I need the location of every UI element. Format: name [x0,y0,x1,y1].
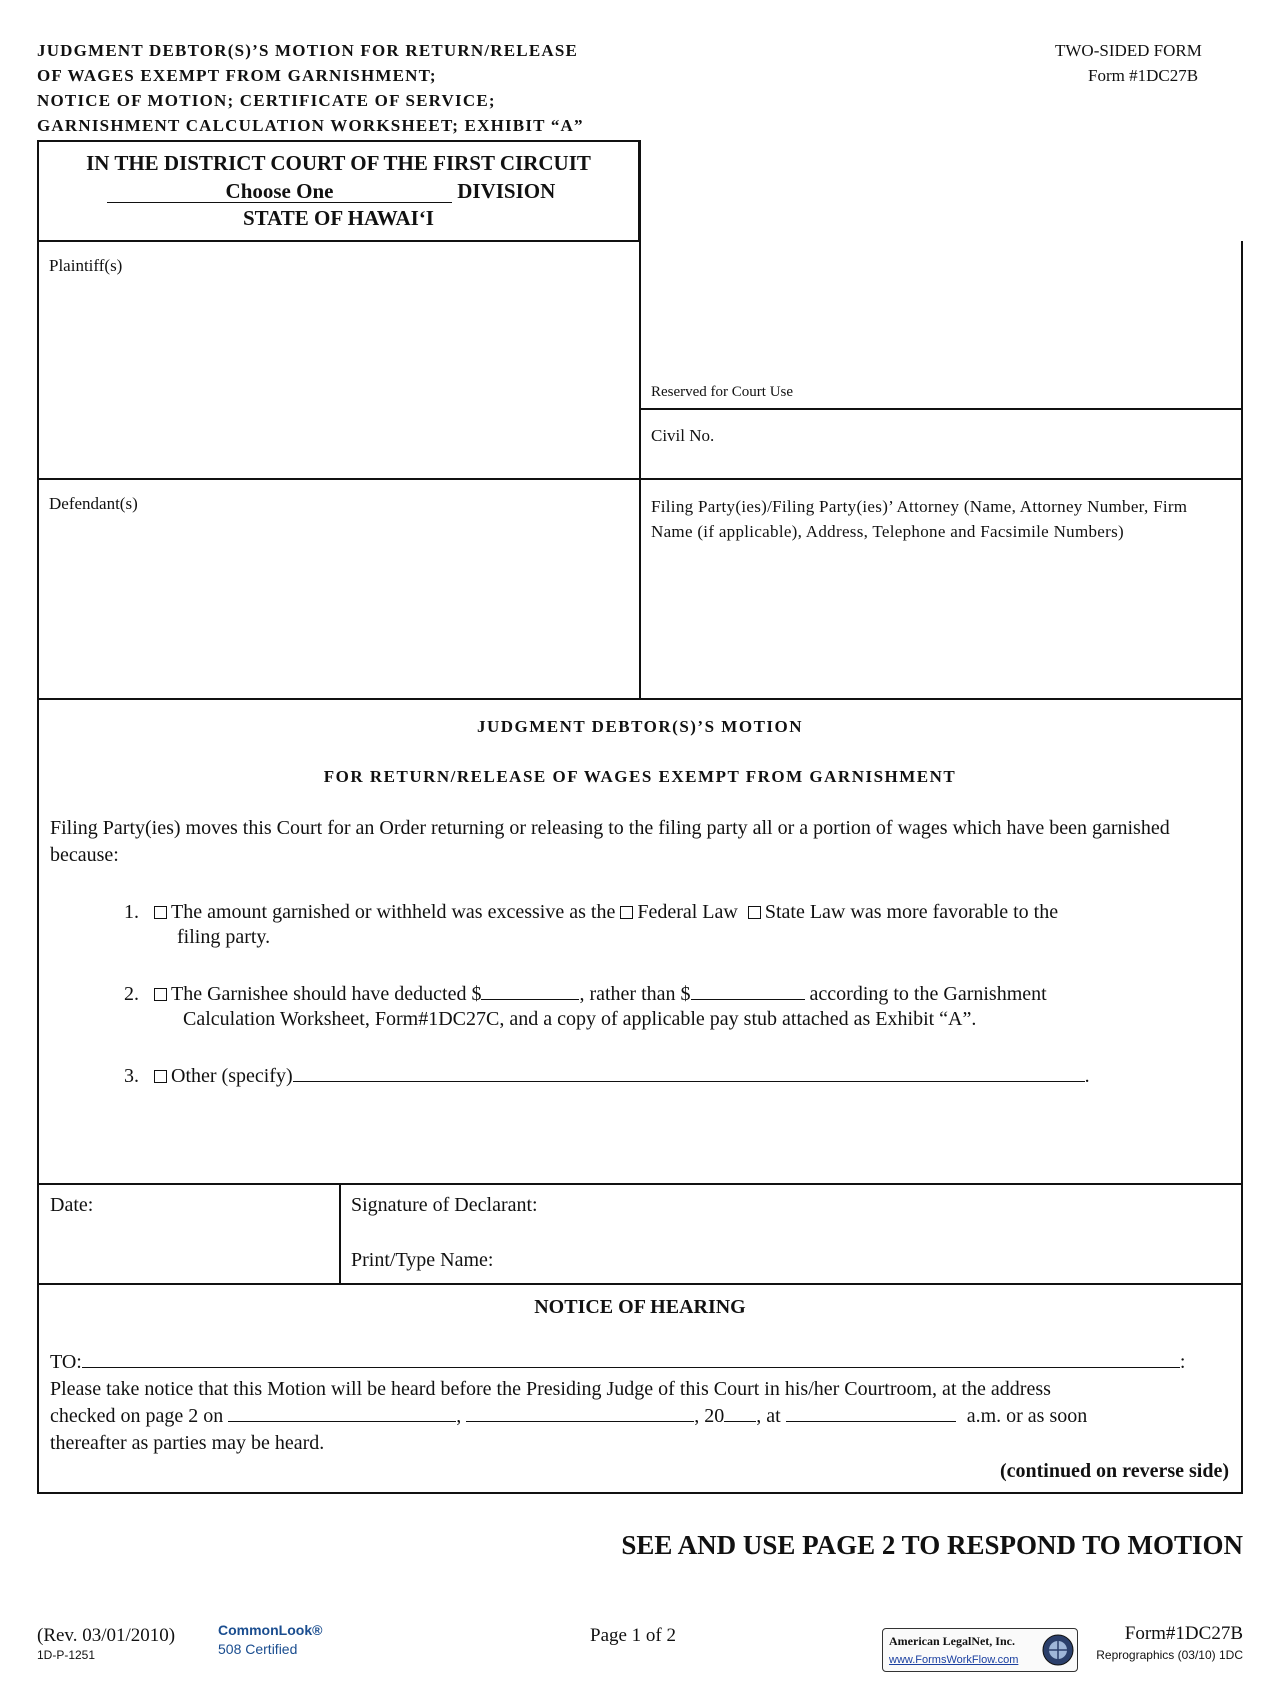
reprographics-label: Reprographics (03/10) 1DC [1096,1648,1243,1662]
state-law-checkbox[interactable] [748,906,761,919]
form-title [37,38,677,138]
date-label: Date: [50,1194,94,1216]
signature-top-line [37,1183,1243,1185]
filing-party-field[interactable] [645,575,1235,693]
reserved-top-line [639,408,1243,410]
notice-line-1: Please take notice that this Motion will be heard before the Presiding Judge of this Court in his/her Courtroom, at the address [50,1378,1051,1400]
item-3-period: . [1084,1065,1090,1087]
rather-than-amount-field[interactable] [691,981,805,1000]
item-2-text-b: , rather than $ [579,983,691,1005]
item-1-number: 1. [124,901,139,923]
item-2-text-c: according to the Garnishment [809,983,1047,1005]
caption-bottom-line [37,240,640,242]
print-name-field[interactable] [520,1245,1230,1275]
defendant-field[interactable] [40,518,636,694]
item-2 [124,981,1234,1008]
legalnet-globe-icon [1041,1633,1075,1667]
signature-field[interactable] [570,1190,1230,1220]
item-3-text: Other (specify) [171,1065,293,1087]
form-title-line: NOTICE OF MOTION; CERTIFICATE OF SERVICE; [37,91,496,110]
item-2-checkbox[interactable] [154,988,167,1001]
notice-top-line [37,1283,1243,1285]
revision-date: (Rev. 03/01/2010) [37,1625,176,1646]
form-title-line: GARNISHMENT CALCULATION WORKSHEET; EXHIBIT “A” [37,116,584,135]
two-sided-label: TWO-SIDED FORM [1055,41,1202,60]
legalnet-badge[interactable] [882,1628,1078,1672]
item-3-number: 3. [124,1065,139,1087]
certified-label: 508 Certified [218,1641,298,1657]
notice-comma: , [456,1405,462,1427]
notice-line-2-text: checked on page 2 on [50,1405,224,1427]
motion-subtitle: FOR RETURN/RELEASE OF WAGES EXEMPT FROM GARNISHMENT [323,767,957,786]
division-label: DIVISION [457,179,556,203]
filing-party-label: Filing Party(ies)/Filing Party(ies)’ Attorney (Name, Attorney Number, Firm Name (if applicable), Address, Telephone and Facsimile Numbers) [651,497,1188,541]
date-divider [339,1183,341,1284]
legalnet-name: American LegalNet, Inc. [889,1634,1015,1648]
notice-line-2 [50,1403,1240,1430]
item-3-checkbox[interactable] [154,1070,167,1083]
notice-to-line [50,1349,1240,1376]
page-number: Page 1 of 2 [590,1625,677,1646]
to-colon: : [1179,1351,1186,1373]
other-specify-field[interactable] [293,1063,1085,1082]
notice-at: , at [756,1405,781,1427]
notice-ampm: a.m. or as soon [966,1405,1088,1427]
notice-title: NOTICE OF HEARING [534,1296,746,1318]
hearing-time-field[interactable] [786,1403,956,1422]
caption-divider [639,140,641,699]
item-1-continued: filing party. [177,926,271,948]
form-number: Form #1DC27B [1088,66,1199,85]
parties-divider [37,478,1243,480]
hearing-date-field[interactable] [466,1403,694,1422]
continued-note: (continued on reverse side) [999,1460,1229,1482]
item-2-continued: Calculation Worksheet, Form#1DC27C, and a copy of applicable pay stub attached as Exhibit “A”. [183,1008,977,1030]
civil-no-field[interactable] [750,420,1230,470]
legalnet-url[interactable]: www.FormsWorkFlow.com [889,1654,1019,1666]
form-title-line: OF WAGES EXEMPT FROM GARNISHMENT; [37,66,437,85]
notice-line-3: thereafter as parties may be heard. [50,1432,325,1454]
motion-title: JUDGMENT DEBTOR(S)’S MOTION [476,717,804,736]
reserved-label: Reserved for Court Use [651,384,794,400]
federal-law-label: Federal Law [637,901,738,923]
division-choice[interactable]: Choose One [107,180,452,203]
item-3 [124,1063,1234,1090]
to-label: TO: [50,1351,82,1373]
civil-no-label: Civil No. [651,426,715,445]
hearing-year-field[interactable] [724,1403,756,1422]
item-1-text: The amount garnished or withheld was excessive as the [171,901,616,923]
motion-top-line [37,698,1243,700]
commonlook-logo: CommonLook® [218,1622,323,1638]
federal-law-checkbox[interactable] [620,906,633,919]
form-title-line: JUDGMENT DEBTOR(S)’S MOTION FOR RETURN/RELEASE [37,41,579,60]
plaintiff-field[interactable] [40,280,636,475]
state-law-label: State Law was more favorable to the [764,901,1059,923]
date-field[interactable] [110,1190,330,1220]
court-name: IN THE DISTRICT COURT OF THE FIRST CIRCUIT [86,151,591,175]
item-1 [124,899,1234,926]
motion-intro: Filing Party(ies) moves this Court for an Order returning or releasing to the filing party all or a portion of wages which have been garnished because: [50,817,1170,866]
defendant-label: Defendant(s) [49,494,138,513]
see-page-2-notice: SEE AND USE PAGE 2 TO RESPOND TO MOTION [621,1530,1243,1560]
signature-label: Signature of Declarant: [351,1194,538,1216]
form-code: 1D-P-1251 [37,1648,96,1662]
hearing-day-field[interactable] [228,1403,456,1422]
to-field[interactable] [82,1349,1180,1368]
state-name: STATE OF HAWAIʻI [243,206,434,230]
footer-form-number: Form#1DC27B [1124,1623,1243,1644]
deducted-amount-field[interactable] [481,981,579,1000]
item-2-text-a: The Garnishee should have deducted $ [171,983,482,1005]
item-2-number: 2. [124,983,139,1005]
print-name-label: Print/Type Name: [351,1249,494,1271]
plaintiff-label: Plaintiff(s) [49,256,123,275]
division-line [107,179,607,204]
notice-year-prefix: , 20 [694,1405,725,1427]
item-1-checkbox[interactable] [154,906,167,919]
